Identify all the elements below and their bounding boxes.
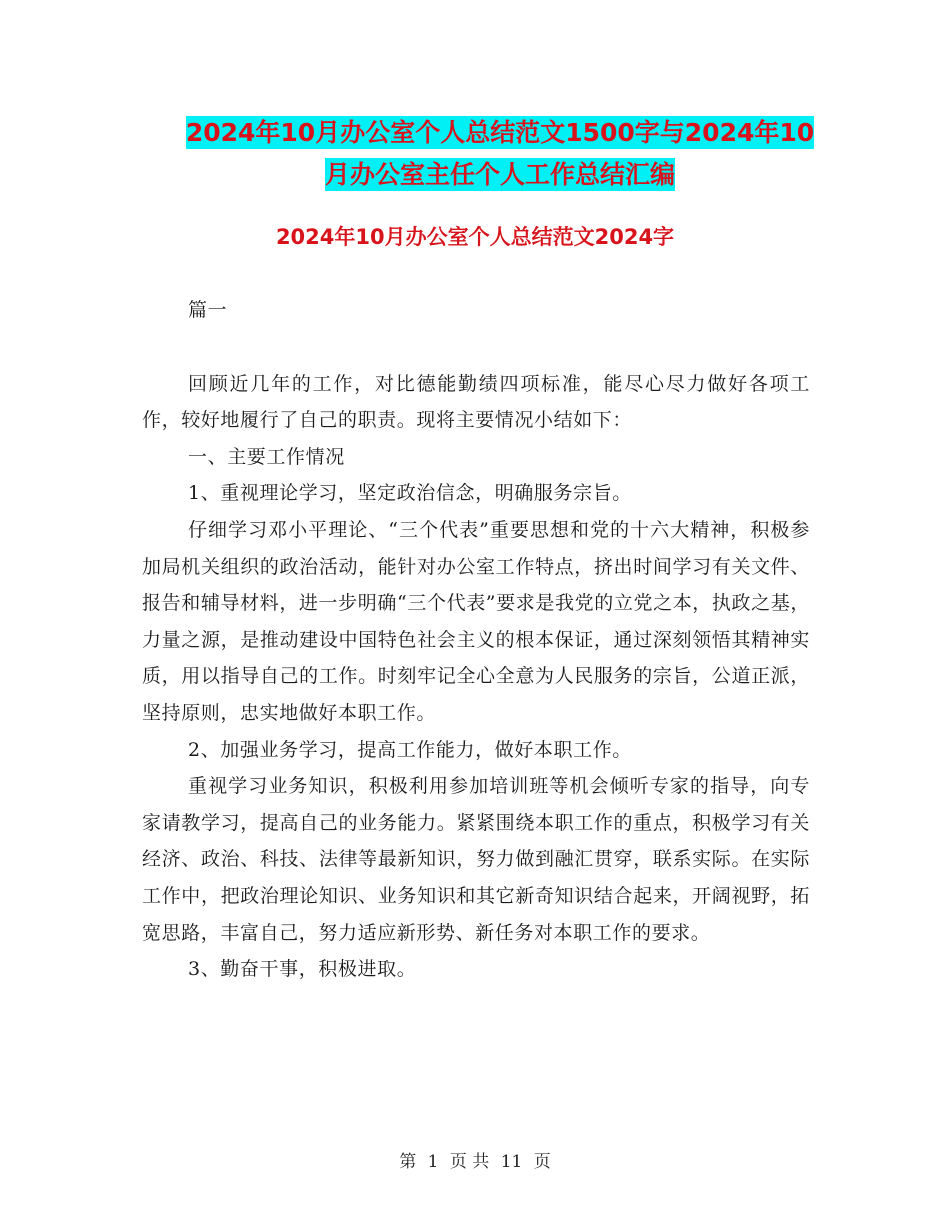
title-line-1: 2024年10月办公室个人总结范文1500字与2024年10	[185, 118, 815, 147]
title-line-2: 月办公室主任个人工作总结汇编	[324, 160, 675, 189]
footer-prefix: 第	[399, 1152, 417, 1172]
footer-mid: 页 共	[449, 1152, 490, 1172]
paragraph: 仔细学习邓小平理论、“三个代表”重要思想和党的十六大精神，积极参加局机关组织的政治活动，能针对办公室工作特点，挤出时间学习有关文件、报告和辅导材料，进一步明确“三个代表”要求是我党的立党之本，执政之基，力量之源，是推动建设中国特色社会主义的根本保证，通过深刻领悟其精神实质，用以指导自己的工作。时刻牢记全心全意为人民服务的宗旨，公道正派，坚持原则，忠实地做好本职工作。	[142, 518, 810, 724]
item-heading: 1、重视理论学习，坚定政治信念，明确服务宗旨。	[188, 482, 632, 505]
page-footer	[0, 1150, 950, 1174]
paragraph: 回顾近几年的工作，对比德能勤绩四项标准，能尽心尽力做好各项工作，较好地履行了自己的职责。现将主要情况小结如下：	[142, 372, 810, 432]
section-heading: 一、主要工作情况	[188, 445, 345, 468]
paragraph: 重视学习业务知识，积极利用参加培训班等机会倾听专家的指导，向专家请教学习，提高自己的业务能力。紧紧围绕本职工作的重点，积极学习有关经济、政治、科技、法律等最新知识，努力做到融汇贯穿，联系实际。在实际工作中，把政治理论知识、业务知识和其它新奇知识结合起来，开阔视野，拓宽思路，丰富自己，努力适应新形势、新任务对本职工作的要求。	[142, 775, 810, 944]
page-number: 1	[427, 1152, 439, 1172]
item-heading: 2、加强业务学习，提高工作能力，做好本职工作。	[188, 738, 632, 761]
section-subtitle: 2024年10月办公室个人总结范文2024字	[275, 225, 675, 249]
footer-suffix: 页	[533, 1152, 551, 1172]
document-title	[140, 112, 860, 196]
page-total: 11	[500, 1152, 523, 1172]
document-body	[142, 292, 810, 988]
paragraph-heading-pian: 篇一	[188, 299, 228, 321]
item-heading: 3、勤奋干事，积极进取。	[188, 958, 417, 981]
